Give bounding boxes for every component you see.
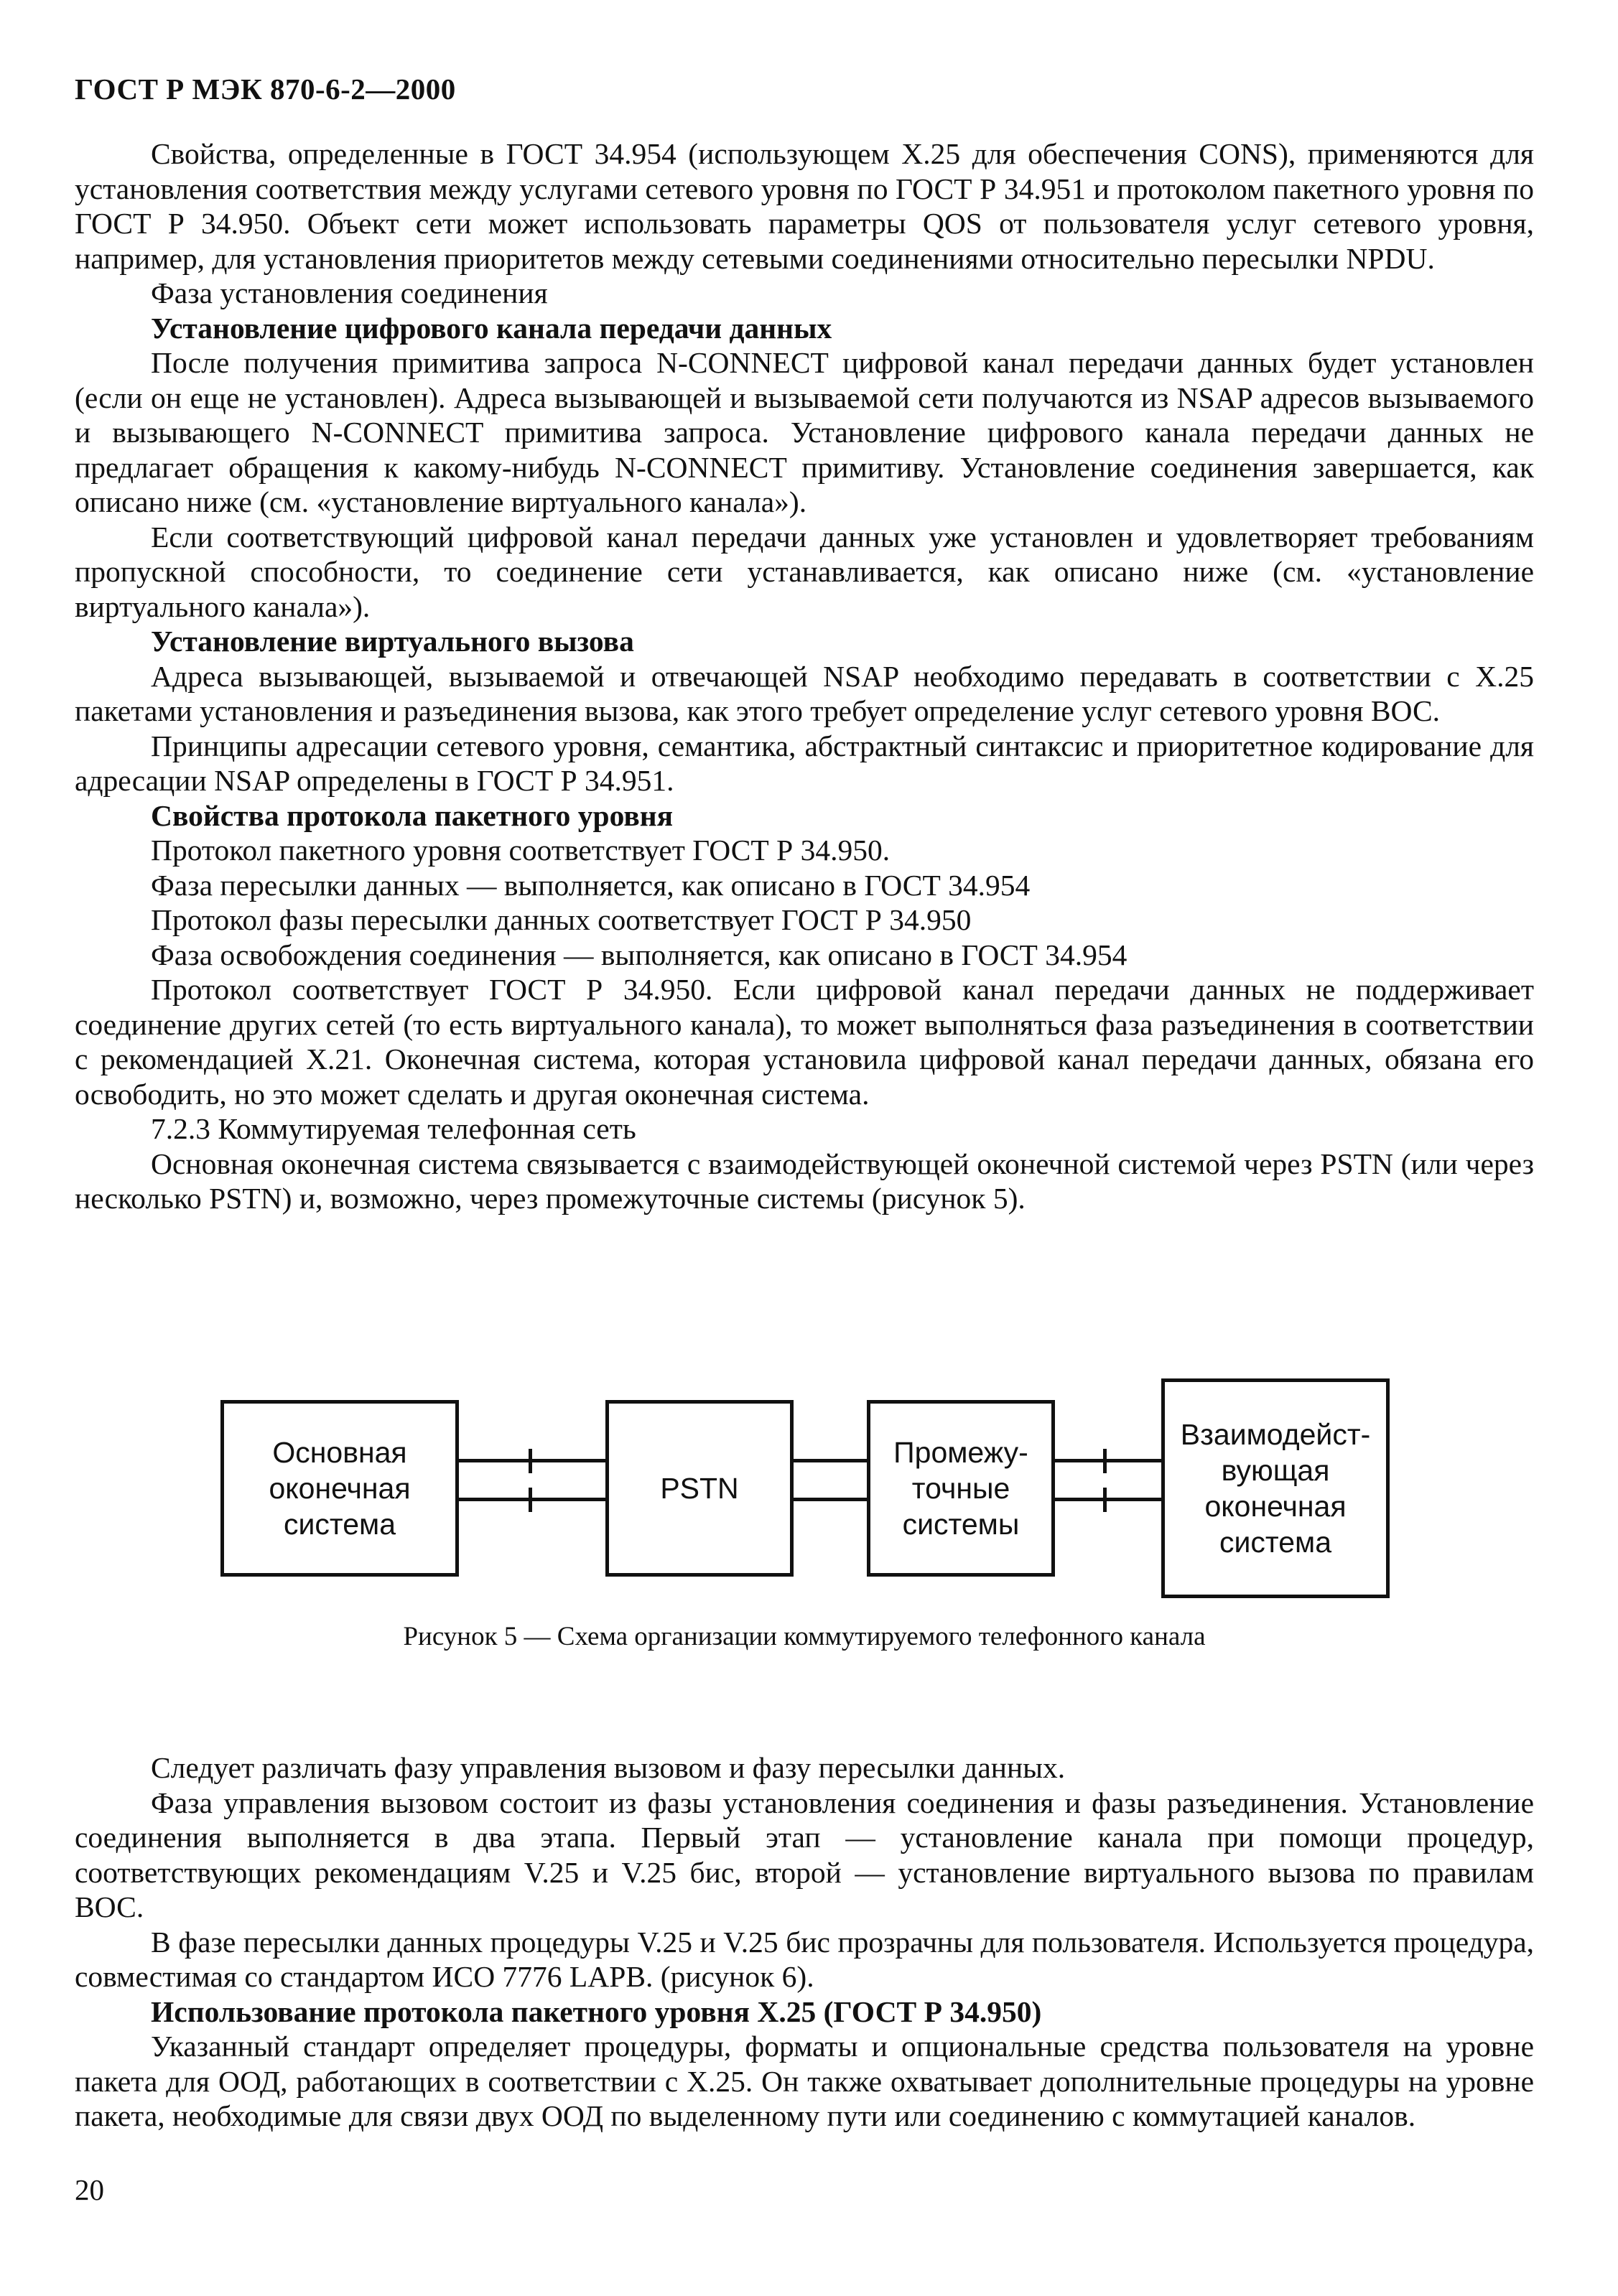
connector-tick-3-top	[1103, 1449, 1107, 1473]
paragraph: Фаза освобождения соединения — выполняется, как описано в ГОСТ 34.954	[151, 938, 1128, 971]
paragraph: Если соответствующий цифровой канал передачи данных уже установлен и удовлетворяет требованиям пропускной способности, то соединение сети устанавливается, как описано ниже (см. «установление виртуального канала»).	[75, 520, 1534, 623]
intermediate-systems-box: Промежу- точные системы	[867, 1400, 1055, 1577]
paragraph: Следует различать фазу управления вызовом и фазу пересылки данных.	[151, 1751, 1066, 1784]
paragraph: Фаза управления вызовом состоит из фазы установления соединения и фазы разъединения. Установление соединения выполняется в два этапа. Первый этап — установление канала при помощи процедур, соответствующих рекомендациям V.25 и V.25 бис, второй — установление виртуального вызова по правилам ВОС.	[75, 1786, 1534, 1923]
paragraph: В фазе пересылки данных процедуры V.25 и V.25 бис прозрачны для пользователя. Используется процедура, совместимая со стандартом ИСО 7776 LAPB. (рисунок 6).	[75, 1925, 1534, 1993]
paragraph: Протокол соответствует ГОСТ Р 34.950. Если цифровой канал передачи данных не поддерживает соединение других сетей (то есть виртуального канала), то может выполняться фаза разъединения в соответствии с рекомендацией X.21. Оконечная система, которая установила цифровой канал передачи данных, обязана его освободить, но это может сделать и другая оконечная система.	[75, 973, 1534, 1111]
section-heading: Установление виртуального вызова	[151, 625, 634, 658]
paragraph: Фаза пересылки данных — выполняется, как описано в ГОСТ 34.954	[151, 868, 1031, 902]
paragraph: Принципы адресации сетевого уровня, семантика, абстрактный синтаксис и приоритетное кодирование для адресации NSAP определены в ГОСТ Р 34.951.	[75, 729, 1534, 797]
page-header: ГОСТ Р МЭК 870-6-2—2000	[75, 73, 456, 106]
section-heading: Свойства протокола пакетного уровня	[151, 798, 674, 832]
paragraph: После получения примитива запроса N-CONNECT цифровой канал передачи данных будет установлен (если он еще не установлен). Адреса вызывающей и вызываемой сети получаются из NSAP адресов вызываемого и вызывающего N-CONNECT примитива запроса. Установление цифрового канала передачи данных не предлагает обращения к какому-нибудь N-CONNECT примитиву. Установление соединения завершается, как описано ниже (см. «установление виртуального канала»).	[75, 346, 1534, 518]
figure-caption: Рисунок 5 — Схема организации коммутируемого телефонного канала	[403, 1622, 1206, 1651]
connector-line-1-top	[459, 1459, 605, 1462]
page-number: 20	[75, 2173, 104, 2206]
connector-line-3-top	[1055, 1459, 1161, 1462]
body-text-bottom	[75, 1750, 1534, 2134]
interacting-end-system-box: Взаимодейст- вующая оконечная система	[1161, 1378, 1390, 1598]
paragraph: Указанный стандарт определяет процедуры, форматы и опциональные средства пользователя на уровне пакета для ООД, работающих в соответствии с X.25. Он также охватывает дополнительные процедуры на уровне пакета, необходимые для связи двух ООД по выделенному пути или соединению с коммутацией каналов.	[75, 2030, 1534, 2132]
connector-tick-1-top	[529, 1449, 532, 1473]
connector-tick-1-bottom	[529, 1488, 532, 1512]
paragraph: Основная оконечная система связывается с взаимодействующей оконечной системой через PSTN (или через несколько PSTN) и, возможно, через промежуточные системы (рисунок 5).	[75, 1147, 1534, 1215]
connector-line-1-bottom	[459, 1498, 605, 1501]
connector-line-2-bottom	[794, 1498, 867, 1501]
connector-line-3-bottom	[1055, 1498, 1161, 1501]
section-heading: Использование протокола пакетного уровня X.25 (ГОСТ Р 34.950)	[151, 1994, 1042, 2028]
paragraph: Протокол пакетного уровня соответствует ГОСТ Р 34.950.	[151, 834, 891, 867]
main-end-system-box: Основная оконечная система	[220, 1400, 459, 1577]
pstn-box: PSTN	[605, 1400, 794, 1577]
paragraph: Адреса вызывающей, вызываемой и отвечающей NSAP необходимо передавать в соответствии с X.25 пакетами установления и разъединения вызова, как этого требует определение услуг сетевого уровня ВОС.	[75, 659, 1534, 727]
subsection-title: 7.2.3 Коммутируемая телефонная сеть	[151, 1112, 636, 1145]
paragraph: Свойства, определенные в ГОСТ 34.954 (использующем X.25 для обеспечения CONS), применяются для установления соответствия между услугами сетевого уровня по ГОСТ Р 34.951 и протоколом пакетного уровня по ГОСТ Р 34.950. Объект сети может использовать параметры QOS от пользователя услуг сетевого уровня, например, для установления приоритетов между сетевыми соединениями относительно пересылки NPDU.	[75, 137, 1534, 275]
section-heading: Установление цифрового канала передачи данных	[151, 311, 832, 345]
connector-tick-3-bottom	[1103, 1488, 1107, 1512]
connector-line-2-top	[794, 1459, 867, 1462]
paragraph: Фаза установления соединения	[151, 276, 548, 309]
paragraph: Протокол фазы пересылки данных соответствует ГОСТ Р 34.950	[151, 903, 972, 936]
body-text-top	[75, 136, 1534, 1216]
